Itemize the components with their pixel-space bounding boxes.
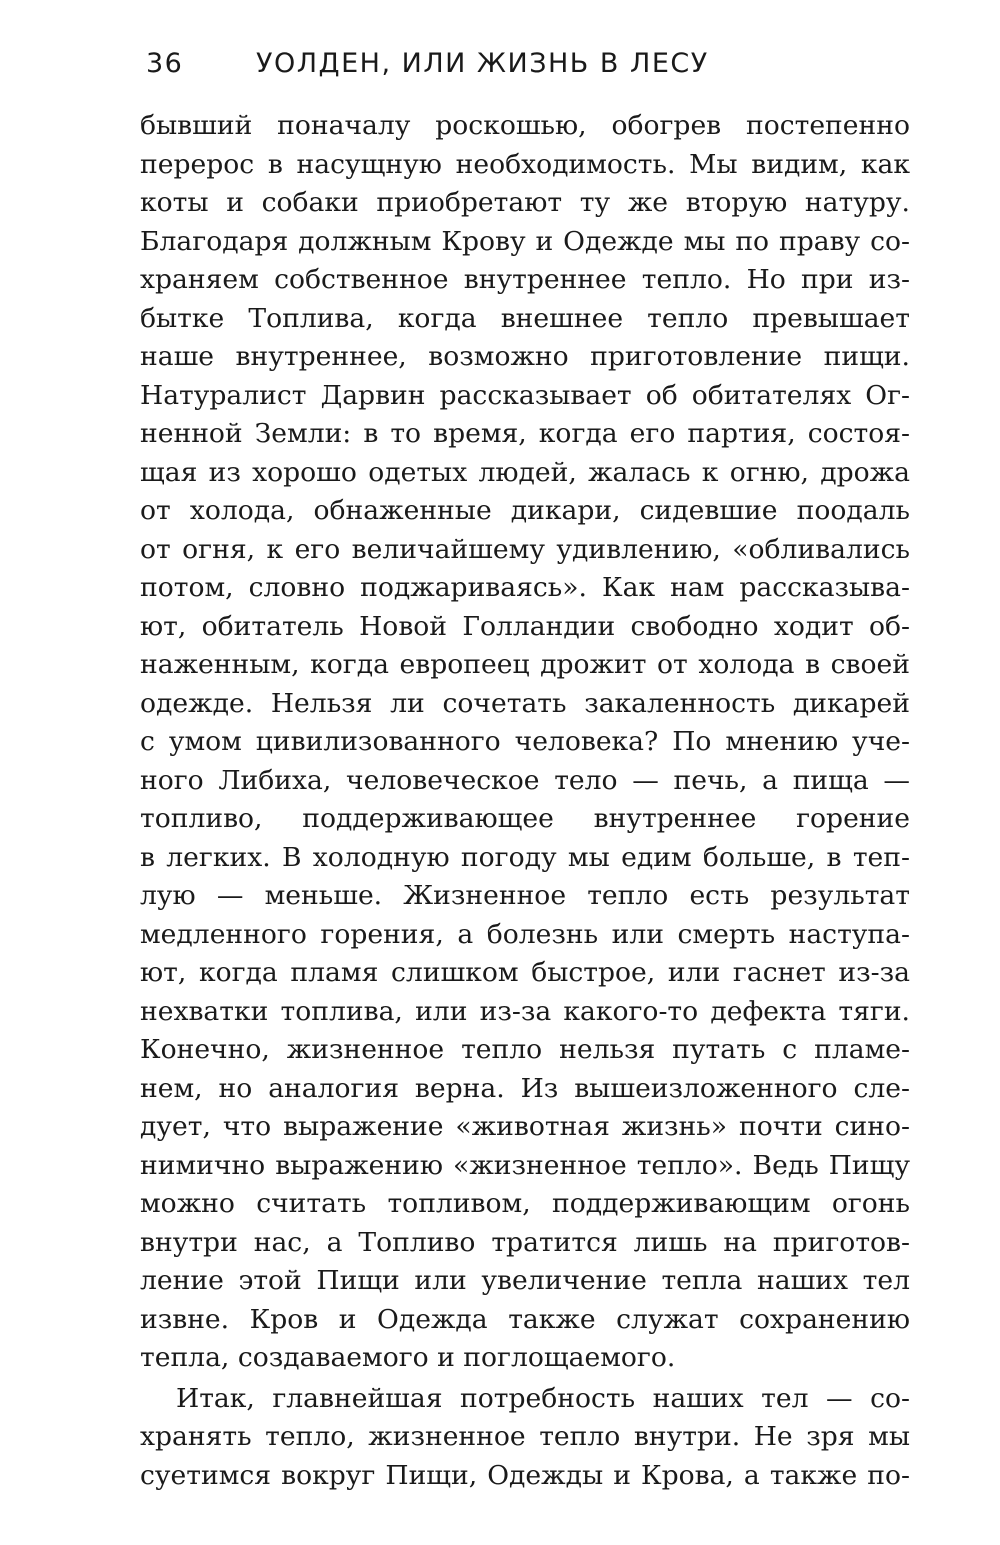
text-line: наше внутреннее, возможно приготовление пищи. [140,341,910,372]
text-line: Благодаря должным Крову и Одежде мы по праву со- [140,225,910,257]
text-line: потом, словно поджариваясь». Как нам рассказыва- [140,572,910,603]
text-line: храняем собственное внутреннее тепло. Но при из- [140,264,910,295]
text-line: суетимся вокруг Пищи, Одежды и Крова, а также по- [140,1459,910,1491]
text-line: щая из хорошо одетых людей, жалась к огню, дрожа [140,456,910,488]
text-line: бытке Топлива, когда внешнее тепло превышает [140,302,910,334]
text-line: ного Либиха, человеческое тело — печь, а пища — [140,764,910,796]
text-line: нимично выражению «жизненное тепло». Ведь Пищу [140,1149,910,1181]
text-line: Итак, главнейшая потребность наших тел — со- [176,1382,910,1414]
paragraph [140,107,910,1378]
text-line: хранять тепло, жизненное тепло внутри. Не зря мы [140,1421,910,1452]
text-line: извне. Кров и Одежда также служат сохранению [140,1303,910,1335]
book-title: УОЛДЕН, ИЛИ ЖИЗНЬ В ЛЕСУ [256,48,709,79]
text-line: от холода, обнаженные дикари, сидевшие поодаль [140,495,910,526]
text-line: ненной Земли: в то время, когда его партия, состоя- [140,418,910,449]
text-line: тепла, создаваемого и поглощаемого. [140,1342,676,1373]
body-text [140,107,910,1495]
text-line: коты и собаки приобретают ту же вторую натуру. [140,187,910,218]
text-line: медленного горения, а болезнь или смерть наступа- [140,918,910,950]
text-line: бывший поначалу роскошью, обогрев постепенно [140,110,910,141]
text-line: одежде. Нельзя ли сочетать закаленность дикарей [140,687,910,719]
text-line: ют, когда пламя слишком быстрое, или гаснет из-за [140,957,910,988]
paragraph [140,1380,910,1496]
text-line: нем, но аналогия верна. Из вышеизложенного сле- [140,1072,910,1104]
text-line: ют, обитатель Новой Голландии свободно ходит об- [140,610,910,642]
text-line: перерос в насущную необходимость. Мы видим, как [140,148,910,180]
page-number: 36 [146,48,184,79]
text-line: внутри нас, а Топливо тратится лишь на приготов- [140,1226,910,1258]
text-line: Конечно, жизненное тепло нельзя путать с пламе- [140,1034,910,1065]
text-line: наженным, когда европеец дрожит от холода в своей [140,649,910,680]
text-line: дует, что выражение «животная жизнь» почти сино- [140,1111,910,1142]
text-line: Натуралист Дарвин рассказывает об обитателях Ог- [140,379,910,411]
text-line: с умом цивилизованного человека? По мнению уче- [140,726,910,757]
text-line: в легких. В холодную погоду мы едим больше, в теп- [140,841,910,873]
text-line: можно считать топливом, поддерживающим огонь [140,1188,910,1219]
text-line: ление этой Пищи или увеличение тепла наших тел [140,1265,910,1296]
text-line: лую — меньше. Жизненное тепло есть результат [140,880,910,911]
text-line: от огня, к его величайшему удивлению, «обливались [140,533,910,565]
running-head [146,48,916,88]
text-line: топливо, поддерживающее внутреннее горение [140,803,910,834]
text-line: нехватки топлива, или из-за какого-то дефекта тяги. [140,995,910,1027]
